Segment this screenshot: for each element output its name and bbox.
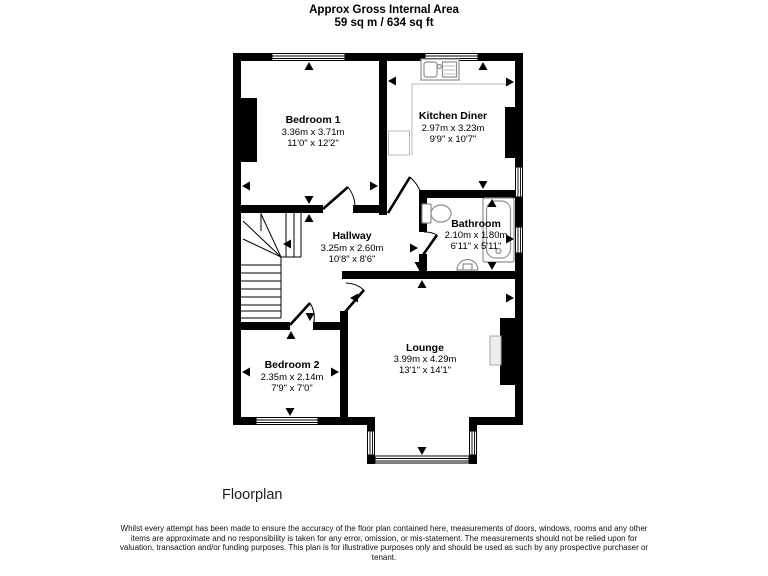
measurement-arrow [242,182,250,191]
measurement-arrow [418,280,427,288]
measurement-arrow [418,447,427,455]
room-dim-imperial: 7'9" x 7'0" [271,383,313,394]
door-bedroom1 [323,187,355,209]
room-dim-metric: 3.25m x 2.60m [320,243,384,254]
room-dim-imperial: 10'8" x 8'6" [328,254,376,265]
door-bathroom [423,232,437,255]
room-dim-metric: 3.36m x 3.71m [281,127,345,138]
lounge-label [394,342,457,376]
measurement-arrow [286,408,295,416]
window-bedroom2-bottom [256,418,318,425]
measurement-arrow [370,182,378,191]
measurement-arrow [242,368,250,377]
measurement-arrow [488,262,497,270]
window-bay-left [368,431,375,455]
room-dim-imperial: 11'0" x 12'2" [287,138,339,149]
measurement-arrow [283,240,291,249]
measurement-arrow [287,331,296,339]
window-bay-right [470,431,477,455]
room-dim-metric: 2.35m x 2.14m [260,372,324,383]
room-name: Bedroom 1 [285,114,341,126]
measurement-arrow [506,294,514,303]
room-dim-metric: 3.99m x 4.29m [393,354,457,365]
toilet-icon [422,204,451,223]
room-name: Hallway [332,230,372,242]
measurement-arrow [305,62,314,70]
chimney-breast-lounge [500,318,523,385]
disclaimer-text: Whilst every attempt has been made to ensure the accuracy of the floor plan contained here, measurements of doors, windows, rooms and any other items are approximate and no responsibility is taken for any error, omission, or mis-statement. The measurements should not be relied upon for valuation, transaction and/or funding purposes. This plan is for illustrative purposes only and should be used as such by any prospective purchaser or tenant. [119,524,649,562]
window-kitchen-right [516,167,523,197]
measurement-arrow [305,214,314,222]
gross-internal-area-title: Approx Gross Internal Area [309,4,459,16]
measurement-arrow [388,77,396,86]
bathroom-label [445,218,508,252]
bathroom-sink-icon [457,260,478,271]
chimney-breast-bedroom1 [233,98,257,162]
measurement-arrow [479,181,488,189]
measurement-arrow [506,78,514,87]
hallway-label [321,230,384,265]
room-dim-imperial: 13'1" x 14'1" [398,365,452,376]
stairs [241,213,301,318]
door-kitchen [388,177,421,213]
measurement-arrow [305,196,314,204]
chimney-breast-kitchen [505,107,523,158]
radiator-icon [490,336,501,365]
measurement-arrow [306,313,315,321]
bedroom2-label [261,359,324,394]
measurement-arrow [331,368,339,377]
window-bay-bottom [375,456,469,463]
room-dim-imperial: 9'9" x 10'7" [429,134,477,145]
room-name: Bathroom [451,218,501,230]
room-name: Bedroom 2 [264,359,320,371]
floorplan-caption: Floorplan [222,487,283,503]
measurement-arrow [410,244,418,253]
window-bedroom1-top [272,54,345,61]
measurement-arrow [479,62,488,70]
room-name: Kitchen Diner [418,110,488,122]
room-dim-metric: 2.97m x 3.23m [421,123,485,134]
room-dim-metric: 2.10m x 1.80m [444,230,508,241]
room-dim-imperial: 6'11" x 5'11" [450,241,502,252]
bedroom1-label [282,114,345,149]
room-name: Lounge [406,342,444,354]
window-bathroom-right [516,227,523,253]
kitchen-label [419,110,487,145]
gross-internal-area-value: 59 sq m / 634 sq ft [334,17,434,29]
